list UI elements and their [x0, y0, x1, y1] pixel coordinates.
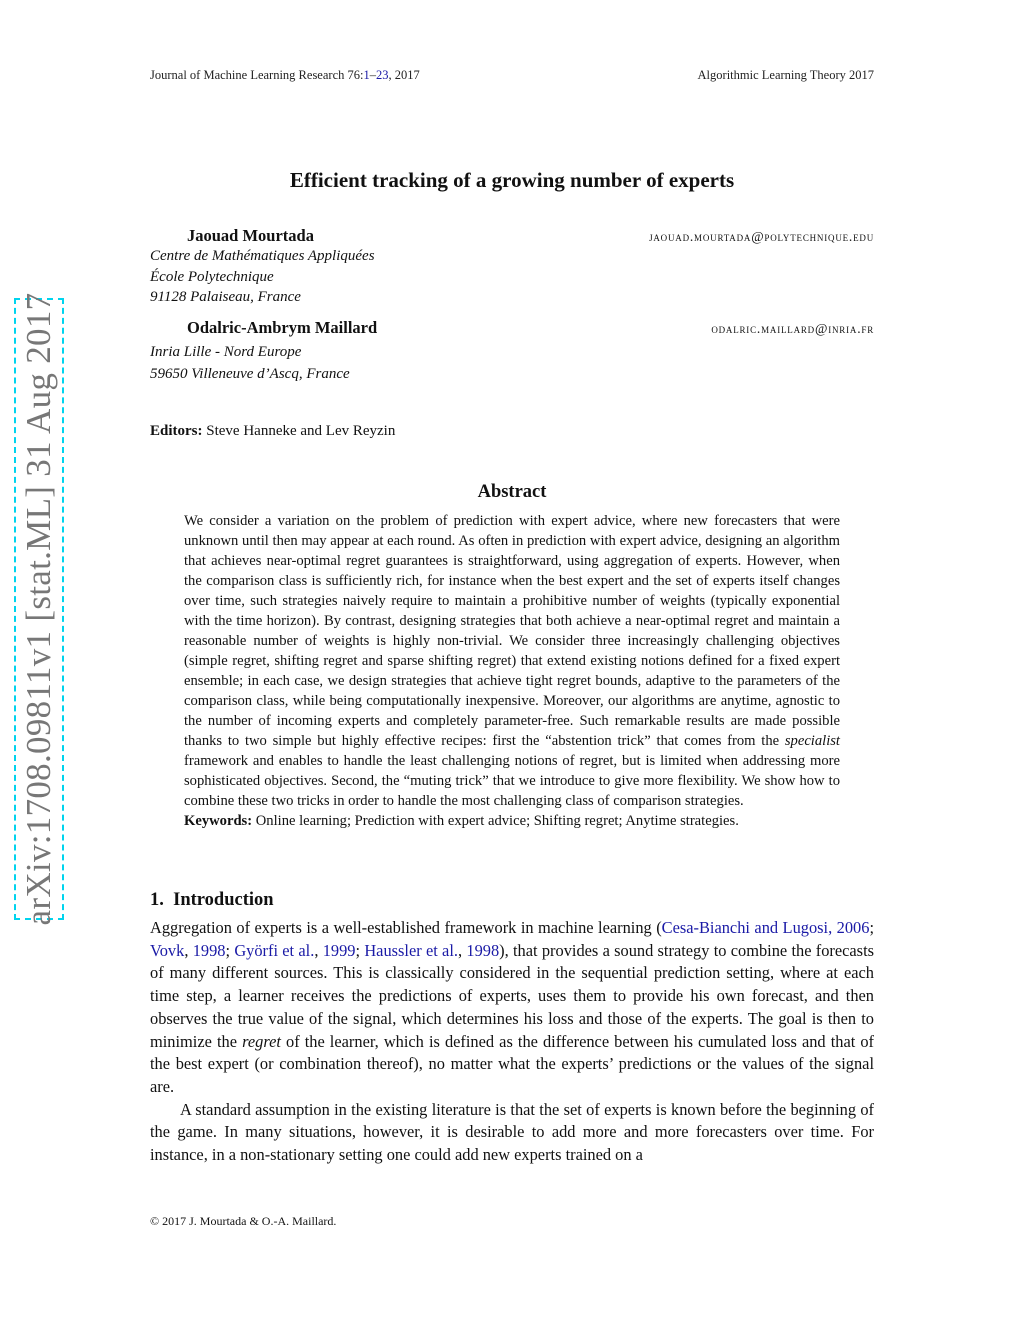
intro-paragraph-2: A standard assumption in the existing literature is that the set of experts is known before the beginning of the game. In many situations, however, it is desirable to add more and more forecasters over time. For instance, in a non-stationary setting one could add new experts trained on a [150, 1099, 874, 1165]
cite-separator: , [458, 940, 467, 960]
abstract-text: We consider a variation on the problem of prediction with expert advice, where new forecasters that were unknown until then may appear at each round. As often in prediction with expert advice, designing an algorithm that achieves near-optimal regret guarantees is straightforward, using aggregation of experts. However, when the comparison class is sufficiently rich, for instance when the best expert and the set of experts itself changes over time, such strategies naively require to maintain a prohibitive number of weights (typically exponential with the time horizon). By contrast, designing strategies that both achieve a near-optimal regret and maintain a reasonable number of weights is highly non-trivial. We consider three increasingly challenging objectives (simple regret, shifting regret and sparse shifting regret) that extend existing notions defined for a fixed expert ensemble; in each case, we design strategies that achieve tight regret bounds, adaptive to the parameters of the comparison class, while being computationally inexpensive. Moreover, our algorithms are anytime, agnostic to the number of incoming experts and completely parameter-free. Such remarkable results are made possible thanks to two simple but highly effective recipes: first the “abstention trick” that comes from the [184, 513, 840, 749]
copyright-text: 2017 J. Mourtada & O.-A. Maillard. [159, 1214, 337, 1228]
intro-paragraph-1 [150, 917, 874, 1099]
paper-title: Efficient tracking of a growing number of experts [289, 168, 735, 192]
citation-link[interactable]: Vovk [150, 940, 185, 960]
affiliation-line: École Polytechnique [150, 268, 274, 285]
section-heading [150, 890, 274, 911]
section-title: Introduction [173, 890, 274, 910]
keywords-label: Keywords: [184, 813, 253, 829]
cite-separator: ; [225, 940, 235, 960]
citation-link[interactable]: Györfi et al. [234, 940, 315, 960]
abstract-body [184, 511, 840, 831]
running-header-journal [150, 68, 420, 83]
cite-separator: ; [869, 918, 875, 937]
citation-link[interactable]: 1998 [466, 940, 500, 960]
citation-link[interactable]: Cesa-Bianchi and Lugosi, 2006 [661, 918, 870, 937]
intro-text: of the learner, which is defined as the difference between his cumulated loss and that of the best expert (or combination thereof), no matter what the experts’ predictions or the values of the signal are. [150, 1031, 875, 1096]
page-start-link[interactable]: 1 [363, 68, 370, 82]
keywords-line [184, 811, 840, 831]
author-name-2: Odalric-Ambrym Maillard [187, 318, 378, 337]
page-dash: – [369, 68, 376, 82]
arxiv-stamp[interactable] [14, 292, 64, 926]
intro-emphasis: regret [242, 1031, 281, 1051]
section-number: 1. [150, 890, 164, 910]
copyright-symbol: © [150, 1214, 160, 1228]
affiliation-line: Inria Lille - Nord Europe [150, 344, 302, 360]
cite-separator: ; [355, 940, 365, 960]
author-email-1[interactable]: jaouad.mourtada@polytechnique.edu [649, 229, 874, 244]
author-affiliation-2 [150, 341, 350, 385]
journal-name: Journal of Machine Learning Research 76: [150, 68, 364, 82]
arxiv-stamp-text: arXiv:1708.09811v1 [stat.ML] 31 Aug 2017 [19, 292, 58, 926]
page-end-link[interactable]: 23 [375, 68, 389, 82]
journal-year: , 2017 [388, 68, 420, 82]
editors-label: Editors: [150, 423, 203, 439]
introduction-body [150, 917, 874, 1167]
author-email-2[interactable]: odalric.maillard@inria.fr [711, 321, 874, 336]
abstract-text: framework and enables to handle the least challenging notions of regret, but is limited when addressing more sophisticated objectives. Second, the “muting trick” that we introduce to give more flexibility. We show how to combine these two tricks in order to handle the most challenging class of comparison strategies. [184, 753, 840, 809]
cite-separator: , [184, 940, 193, 960]
citation-link[interactable]: Haussler et al. [364, 940, 458, 960]
affiliation-line: 59650 Villeneuve d’Ascq, France [150, 366, 350, 382]
keywords-text: Online learning; Prediction with expert advice; Shifting regret; Anytime strategies. [252, 813, 739, 829]
abstract-paragraph [184, 511, 840, 811]
editors-line [150, 423, 395, 440]
author-affiliation-1 [150, 246, 375, 308]
citation-link[interactable]: 1998 [192, 940, 226, 960]
author-name-1: Jaouad Mourtada [187, 226, 314, 245]
intro-text: ), that provides a sound strategy to combine the forecasts of many different sources. This is classically considered in the sequential prediction setting, where at each time step, a learner receives the predictions of experts, uses them to provide his own forecast, and then observes the true value of the signal, which determines his loss and those of the experts. The goal is then to minimize the [150, 940, 874, 1051]
intro-text: Aggregation of experts is a well-established framework in machine learning ( [150, 918, 662, 937]
citation-link[interactable]: 1999 [322, 940, 356, 960]
abstract-heading: Abstract [477, 482, 547, 502]
copyright-footer [150, 1214, 336, 1229]
cite-separator: , [314, 940, 323, 960]
running-header-conference: Algorithmic Learning Theory 2017 [697, 68, 874, 82]
affiliation-line: Centre de Mathématiques Appliquées [150, 248, 375, 264]
abstract-emphasis: specialist [784, 733, 840, 749]
editors-names: Steve Hanneke and Lev Reyzin [202, 423, 396, 439]
affiliation-line: 91128 Palaiseau, France [150, 289, 301, 305]
